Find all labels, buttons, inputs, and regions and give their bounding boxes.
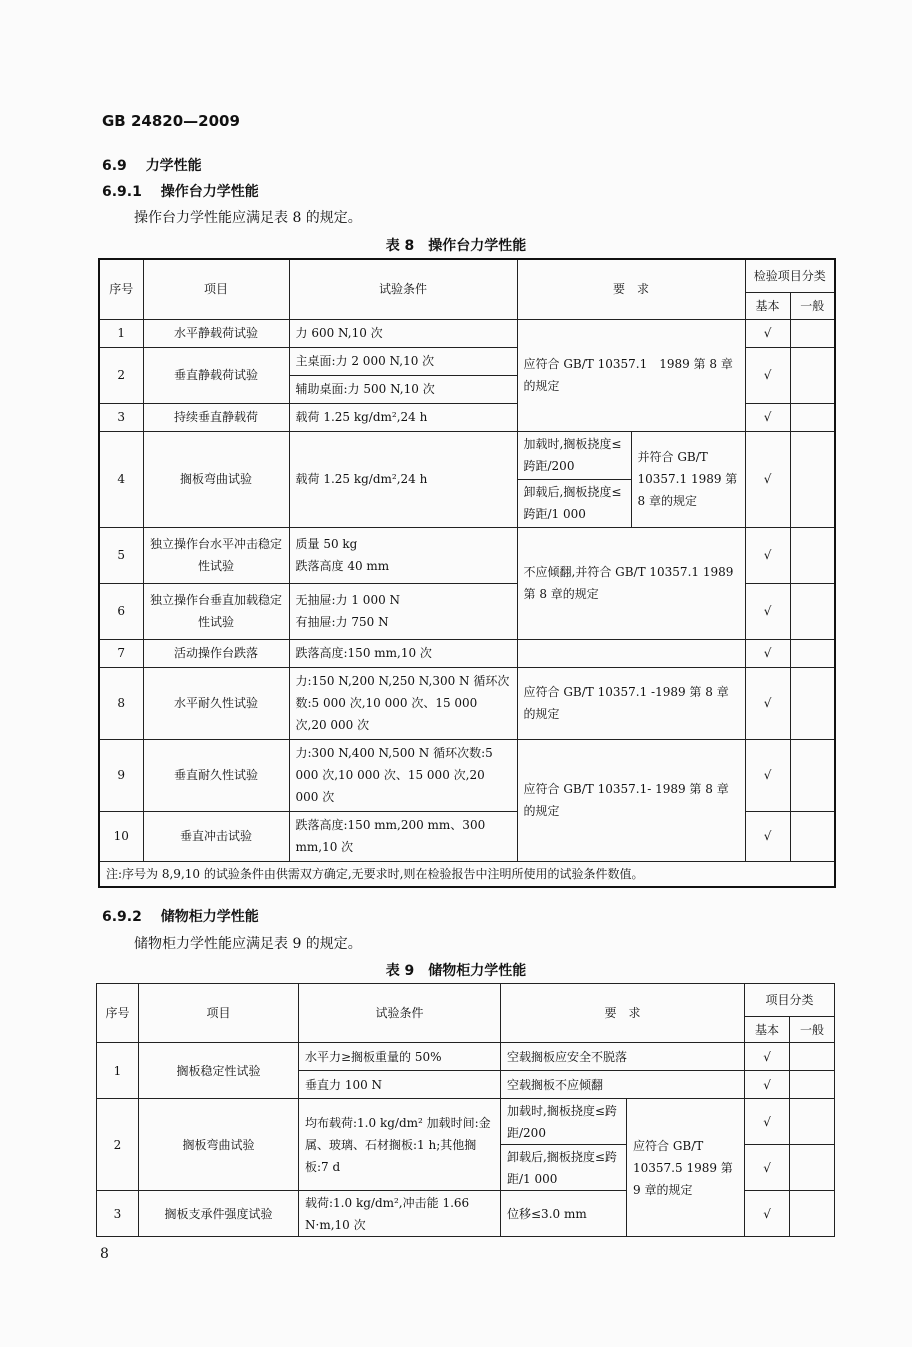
table-8 <box>98 258 836 888</box>
check-general <box>790 667 835 739</box>
row-condition: 载荷 1.25 kg/dm²,24 h <box>289 403 517 431</box>
row-item: 独立操作台水平冲击稳定性试验 <box>143 527 289 583</box>
check-general <box>790 583 835 639</box>
section-title: 力学性能 <box>145 158 202 174</box>
header-no: 序号 <box>97 984 139 1043</box>
check-basic: √ <box>745 1191 790 1237</box>
row-requirement: 应符合 GB/T 10357.1 1989 第 8 章的规定 <box>517 319 745 431</box>
condition-line: 无抽屉:力 1 000 N <box>295 593 401 607</box>
row-requirement: 应符合 GB/T 10357.1 -1989 第 8 章的规定 <box>517 667 745 739</box>
header-condition: 试验条件 <box>289 259 517 319</box>
row-requirement: 位移≤3.0 mm <box>501 1191 627 1237</box>
check-basic: √ <box>745 583 790 639</box>
check-general <box>790 347 835 403</box>
check-basic: √ <box>745 431 790 527</box>
row-no: 10 <box>99 811 143 861</box>
header-requirement: 要 求 <box>517 259 745 319</box>
row-no: 5 <box>99 527 143 583</box>
page-number: 8 <box>100 1246 109 1262</box>
row-no: 2 <box>97 1099 139 1191</box>
row-condition: 垂直力 100 N <box>299 1071 501 1099</box>
row-requirement: 空载搁板应安全不脱落 <box>501 1043 745 1071</box>
row-item: 水平静载荷试验 <box>143 319 289 347</box>
section-6-9-2-heading <box>102 906 259 926</box>
check-general <box>790 527 835 583</box>
row-no: 3 <box>97 1191 139 1237</box>
row-no: 3 <box>99 403 143 431</box>
row-condition: 辅助桌面:力 500 N,10 次 <box>289 375 517 403</box>
row-condition: 力:150 N,200 N,250 N,300 N 循环次数:5 000 次,10 000 次、15 000 次,20 000 次 <box>289 667 517 739</box>
section-6-9-heading <box>102 155 202 175</box>
row-condition: 力 600 N,10 次 <box>289 319 517 347</box>
paragraph: 操作台力学性能应满足表 8 的规定。 <box>134 210 362 226</box>
row-no: 1 <box>97 1043 139 1099</box>
condition-line: 质量 50 kg <box>295 537 358 551</box>
check-general <box>790 403 835 431</box>
header-no: 序号 <box>99 259 143 319</box>
row-condition: 力:300 N,400 N,500 N 循环次数:5 000 次,10 000 次、15 000 次,20 000 次 <box>289 739 517 811</box>
header-item: 项目 <box>139 984 299 1043</box>
check-general <box>790 1191 835 1237</box>
check-basic: √ <box>745 347 790 403</box>
row-no: 4 <box>99 431 143 527</box>
check-general <box>790 811 835 861</box>
header-item: 项目 <box>143 259 289 319</box>
row-requirement: 不应倾翻,并符合 GB/T 10357.1 1989 第 8 章的规定 <box>517 527 745 639</box>
row-requirement: 加载时,搁板挠度≤跨距/200 <box>517 431 631 479</box>
check-general <box>790 1043 835 1071</box>
row-no: 9 <box>99 739 143 811</box>
paragraph: 储物柜力学性能应满足表 9 的规定。 <box>134 936 362 952</box>
row-item: 搁板稳定性试验 <box>139 1043 299 1099</box>
row-requirement: 卸载后,搁板挠度≤跨距/1 000 <box>501 1145 627 1191</box>
header-general: 一般 <box>790 1017 835 1043</box>
row-item: 搁板支承件强度试验 <box>139 1191 299 1237</box>
check-general <box>790 1071 835 1099</box>
table-9-caption: 表 9 储物柜力学性能 <box>385 963 527 979</box>
check-basic: √ <box>745 403 790 431</box>
header-general: 一般 <box>790 292 835 319</box>
check-basic: √ <box>745 319 790 347</box>
row-no: 6 <box>99 583 143 639</box>
section-title: 储物柜力学性能 <box>160 909 259 925</box>
check-general <box>790 431 835 527</box>
check-basic: √ <box>745 1099 790 1145</box>
row-requirement: 应符合 GB/T 10357.1- 1989 第 8 章的规定 <box>517 739 745 861</box>
row-item: 活动操作台跌落 <box>143 639 289 667</box>
condition-line: 跌落高度 40 mm <box>295 559 390 573</box>
check-basic: √ <box>745 739 790 811</box>
row-item: 独立操作台垂直加载稳定性试验 <box>143 583 289 639</box>
row-condition: 跌落高度:150 mm,200 mm、300 mm,10 次 <box>289 811 517 861</box>
row-requirement: 应符合 GB/T 10357.5 1989 第 9 章的规定 <box>627 1099 745 1237</box>
section-number: 6.9.2 <box>102 909 142 925</box>
row-no: 8 <box>99 667 143 739</box>
row-condition: 水平力≥搁板重量的 50% <box>299 1043 501 1071</box>
check-basic: √ <box>745 667 790 739</box>
check-general <box>790 319 835 347</box>
check-general <box>790 639 835 667</box>
row-item: 搁板弯曲试验 <box>139 1099 299 1191</box>
row-item: 垂直耐久性试验 <box>143 739 289 811</box>
row-condition: 载荷 1.25 kg/dm²,24 h <box>289 431 517 527</box>
section-number: 6.9.1 <box>102 184 142 200</box>
row-condition: 主桌面:力 2 000 N,10 次 <box>289 347 517 375</box>
condition-line: 有抽屉:力 750 N <box>295 615 389 629</box>
check-basic: √ <box>745 811 790 861</box>
check-basic: √ <box>745 1071 790 1099</box>
row-item: 垂直静载荷试验 <box>143 347 289 403</box>
row-requirement: 加载时,搁板挠度≤跨距/200 <box>501 1099 627 1145</box>
section-6-9-1-heading <box>102 181 259 201</box>
standard-number: GB 24820—2009 <box>102 112 240 130</box>
header-category: 项目分类 <box>745 984 835 1017</box>
row-condition <box>289 583 517 639</box>
check-basic: √ <box>745 1043 790 1071</box>
header-requirement: 要 求 <box>501 984 745 1043</box>
table-8-caption: 表 8 操作台力学性能 <box>385 238 527 254</box>
table-9 <box>96 983 835 1237</box>
row-condition: 均布载荷:1.0 kg/dm² 加载时间:金属、玻璃、石材搁板:1 h;其他搁板:7 d <box>299 1099 501 1191</box>
row-condition: 跌落高度:150 mm,10 次 <box>289 639 517 667</box>
row-item: 水平耐久性试验 <box>143 667 289 739</box>
row-item: 垂直冲击试验 <box>143 811 289 861</box>
section-title: 操作台力学性能 <box>160 184 259 200</box>
header-basic: 基本 <box>745 1017 790 1043</box>
row-requirement: 卸载后,搁板挠度≤跨距/1 000 <box>517 479 631 527</box>
check-basic: √ <box>745 527 790 583</box>
check-general <box>790 1145 835 1191</box>
row-item: 持续垂直静载荷 <box>143 403 289 431</box>
header-category: 检验项目分类 <box>745 259 835 292</box>
check-general <box>790 739 835 811</box>
row-condition: 载荷:1.0 kg/dm²,冲击能 1.66 N·m,10 次 <box>299 1191 501 1237</box>
row-requirement: 并符合 GB/T 10357.1 1989 第 8 章的规定 <box>631 431 745 527</box>
section-number: 6.9 <box>102 158 127 174</box>
row-condition <box>289 527 517 583</box>
row-item: 搁板弯曲试验 <box>143 431 289 527</box>
check-basic: √ <box>745 639 790 667</box>
row-no: 2 <box>99 347 143 403</box>
header-basic: 基本 <box>745 292 790 319</box>
row-no: 1 <box>99 319 143 347</box>
header-condition: 试验条件 <box>299 984 501 1043</box>
row-requirement <box>517 639 745 667</box>
table-note: 注:序号为 8,9,10 的试验条件由供需双方确定,无要求时,则在检验报告中注明所使用的试验条件数值。 <box>99 861 835 887</box>
check-basic: √ <box>745 1145 790 1191</box>
row-no: 7 <box>99 639 143 667</box>
row-requirement: 空载搁板不应倾翻 <box>501 1071 745 1099</box>
check-general <box>790 1099 835 1145</box>
